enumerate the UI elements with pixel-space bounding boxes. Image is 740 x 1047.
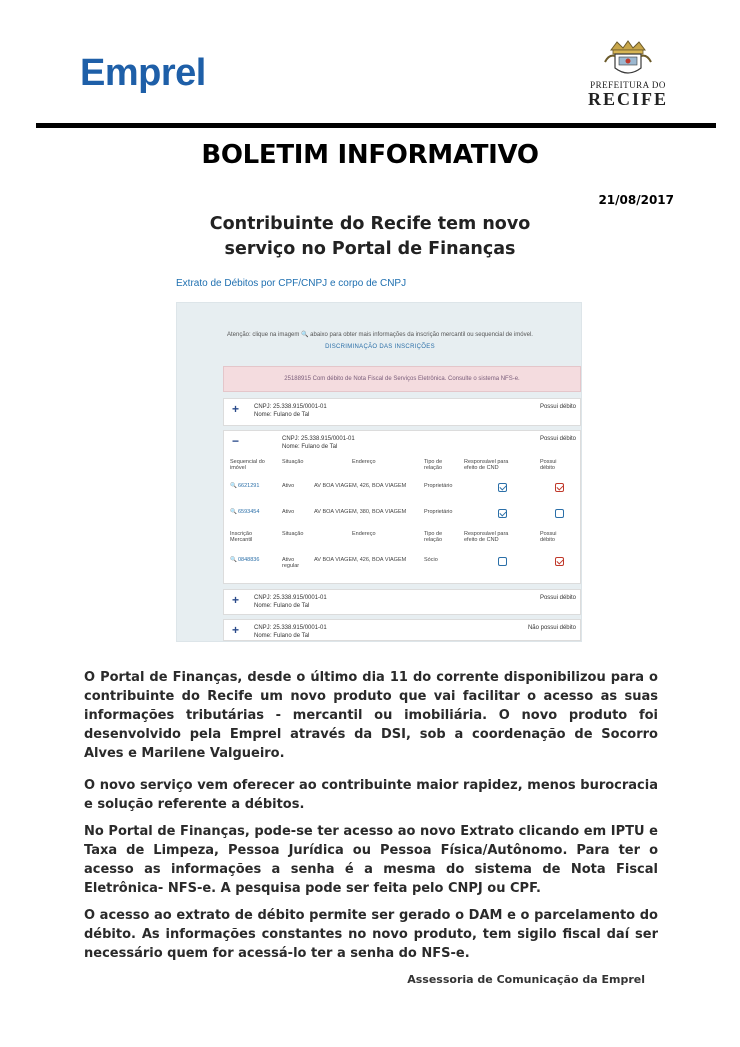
cell: Ativo <box>282 509 295 515</box>
cell: Ativo <box>282 483 295 489</box>
cnpj-info <box>254 594 327 610</box>
col-header: Responsável para efeito de CND <box>464 459 509 471</box>
search-icon[interactable]: 🔍 <box>230 557 237 563</box>
col-header: Possui débito <box>540 459 557 471</box>
cnpj-number: CNPJ: 25.338.915/0001-01 <box>254 595 327 601</box>
paragraph: O Portal de Finanças, desde o último dia 11 do corrente disponibilizou para o contribuinte do Recife um novo produto que vai facilitar o acesso as suas informações tributárias - mercantil ou imobiliária. O novo produto foi desenvolvido pela Emprel através da DSI, sob a coordenação de Socorro Alves e Marilene Valgueiro. <box>84 670 658 761</box>
cell: Proprietário <box>424 509 453 515</box>
attention-notice: Atenção: clique na imagem 🔍 abaixo para obter mais informações da inscrição mercantil ou sequencial de imóvel. <box>227 332 533 338</box>
extract-title: Extrato de Débitos por CPF/CNPJ e corpo de CNPJ <box>176 278 407 289</box>
cnpj-name: Nome: Fulano de Tal <box>254 412 310 418</box>
expand-icon[interactable]: + <box>232 623 240 637</box>
cnd-checkbox[interactable] <box>498 557 507 566</box>
cell: AV BOA VIAGEM, 426, BOA VIAGEM <box>314 483 407 489</box>
search-icon[interactable]: 🔍 <box>230 509 237 515</box>
col-header: Tipo de relação <box>424 459 443 471</box>
cnpj-card-expanded[interactable] <box>223 430 581 584</box>
nfse-debt-alert: 25188915 Com débito de Nota Fiscal de Serviços Eletrônica. Consulte o sistema NFS-e. <box>223 366 581 392</box>
cnpj-number: CNPJ: 25.338.915/0001-01 <box>254 625 327 631</box>
debt-checkbox[interactable] <box>555 557 564 566</box>
cnpj-info <box>282 435 355 451</box>
headline-line-1: Contribuinte do Recife tem novo <box>209 214 531 234</box>
search-icon[interactable]: 🔍 <box>230 483 237 489</box>
discrimination-heading: DISCRIMINAÇÃO DAS INSCRIÇÕES <box>325 344 435 350</box>
paragraph: No Portal de Finanças, pode-se ter acesso ao novo Extrato clicando em IPTU e Taxa de Limpeza, Pessoa Jurídica ou Pessoa Física/Autônomo. Para ter o acesso as informações a senha é a mesma do sistema de Nota Fiscal Eletrônica- NFS-e. A pesquisa pode ser feita pelo CNPJ ou CPF. <box>84 824 658 896</box>
recife-logo-line2: RECIFE <box>587 89 668 109</box>
imovel-link[interactable]: 6621291 <box>238 483 260 489</box>
cnpj-card[interactable] <box>223 589 581 615</box>
col-header: Endereço <box>352 459 376 465</box>
debt-status: Possui débito <box>539 404 576 410</box>
cell: AV BOA VIAGEM, 426, BOA VIAGEM <box>314 557 407 563</box>
cnpj-name: Nome: Fulano de Tal <box>282 444 338 450</box>
imovel-table-header <box>228 459 580 475</box>
cnpj-card[interactable] <box>223 619 581 641</box>
cell: AV BOA VIAGEM, 380, BOA VIAGEM <box>314 509 407 515</box>
mercantil-table-header <box>228 531 580 547</box>
header-divider <box>36 123 716 128</box>
col-header: Situação <box>282 459 304 465</box>
recife-logo <box>582 40 674 112</box>
expand-icon[interactable]: + <box>232 402 240 416</box>
debt-checkbox[interactable] <box>555 483 564 492</box>
emprel-logo: Emprel <box>80 52 206 94</box>
debt-checkbox[interactable] <box>555 509 564 518</box>
debt-status: Não possui débito <box>527 625 576 631</box>
recife-logo-line1: PREFEITURA DO <box>590 80 666 90</box>
cnpj-name: Nome: Fulano de Tal <box>254 603 310 609</box>
cnpj-info <box>254 403 327 419</box>
col-header: Possui débito <box>540 531 557 543</box>
table-row <box>228 509 580 525</box>
signature: Assessoria de Comunicação da Emprel <box>407 973 645 986</box>
cnpj-number: CNPJ: 25.338.915/0001-01 <box>254 404 327 410</box>
article-headline <box>170 212 570 262</box>
cnpj-info <box>254 624 327 640</box>
headline-line-2: serviço no Portal de Finanças <box>224 239 516 259</box>
table-row <box>228 557 580 573</box>
extract-panel <box>176 302 582 642</box>
imovel-link[interactable]: 6593454 <box>238 509 260 515</box>
mercantil-link[interactable]: 0848836 <box>238 557 260 563</box>
publication-date: 21/08/2017 <box>598 193 674 207</box>
cell: Ativo regular <box>282 557 300 569</box>
paragraph: O acesso ao extrato de débito permite ser gerado o DAM e o parcelamento do débito. As informações constantes no novo produto, tem sigilo fiscal daí ser necessário quem for acessá-lo ter a senha do NFS-e. <box>84 908 658 961</box>
col-header: Sequencial do imóvel <box>230 459 265 471</box>
col-header: Situação <box>282 531 304 537</box>
col-header: Inscrição Mercantil <box>230 531 253 543</box>
cell: Proprietário <box>424 483 453 489</box>
collapse-icon[interactable]: − <box>232 434 240 448</box>
table-row <box>228 483 580 499</box>
page-title: BOLETIM INFORMATIVO <box>201 140 539 170</box>
debt-status: Possui débito <box>539 595 576 601</box>
cnpj-number: CNPJ: 25.338.915/0001-01 <box>282 436 355 442</box>
col-header: Responsável para efeito de CND <box>464 531 509 543</box>
cell: Sócio <box>424 557 438 563</box>
cnpj-card[interactable] <box>223 398 581 426</box>
paragraph: O novo serviço vem oferecer ao contribuinte maior rapidez, menos burocracia e solução referente a débitos. <box>84 778 658 812</box>
debt-status: Possui débito <box>539 436 576 442</box>
cnd-checkbox[interactable] <box>498 483 507 492</box>
recife-coat-of-arms-icon <box>601 40 655 80</box>
expand-icon[interactable]: + <box>232 593 240 607</box>
cnpj-name: Nome: Fulano de Tal <box>254 633 310 639</box>
cnd-checkbox[interactable] <box>498 509 507 518</box>
col-header: Endereço <box>352 531 376 537</box>
col-header: Tipo de relação <box>424 531 443 543</box>
portal-screenshot <box>176 278 582 642</box>
